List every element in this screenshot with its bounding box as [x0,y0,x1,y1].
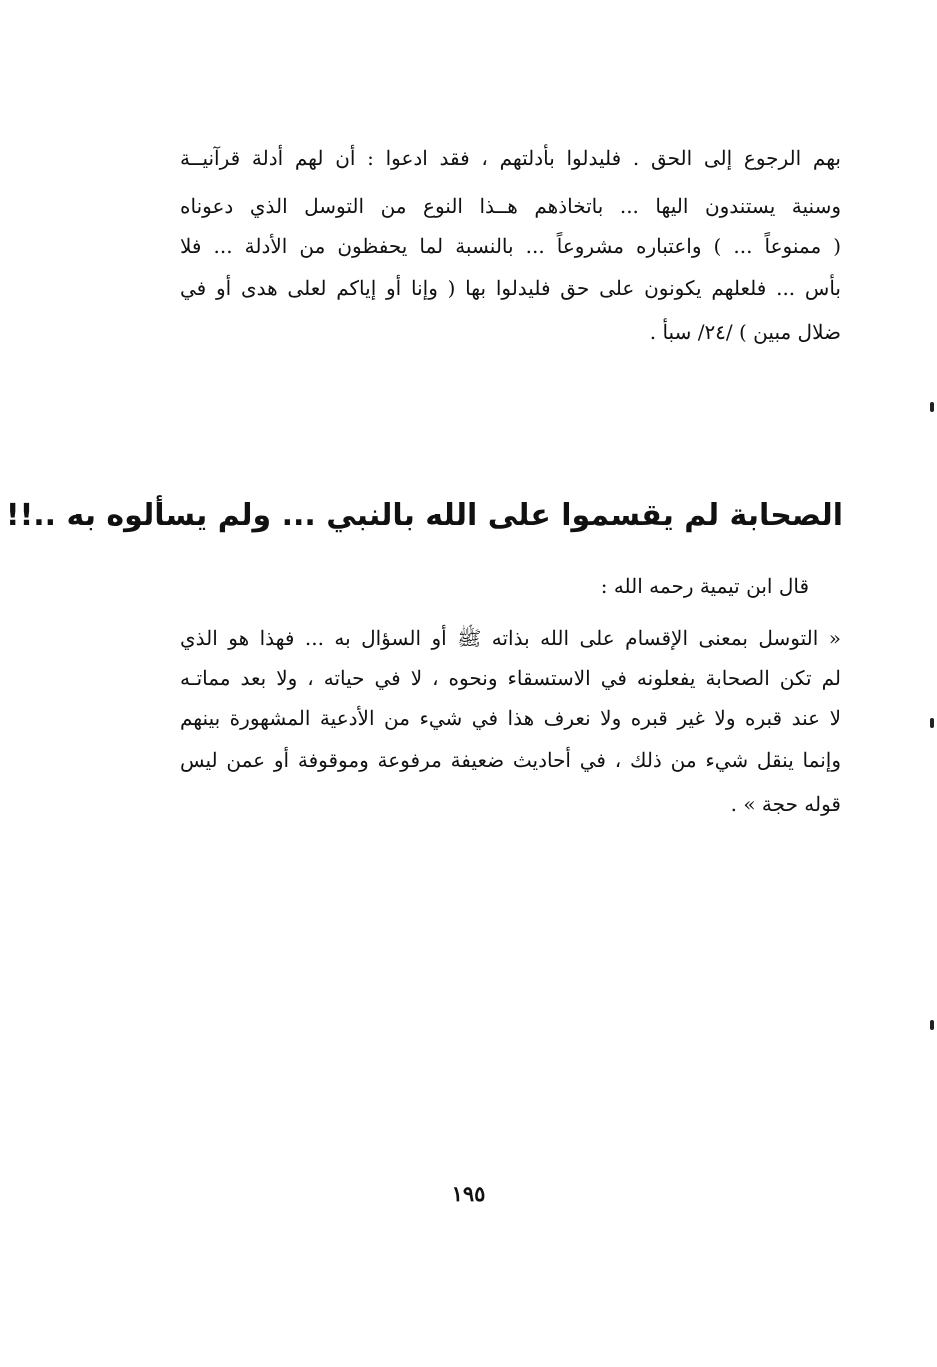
quote-line: لا عند قبره ولا غير قبره ولا نعرف هذا في شيء من الأدعية المشهورة بينهم [180,706,841,730]
paragraph-line: ضلال مبين ) /٢٤/ سبأ . [649,320,841,344]
quote-line: « التوسل بمعنى الإقسام على الله بذاته ﷺ أو السؤال به ... فهذا هو الذي [180,626,841,650]
quote-line: لم تكن الصحابة يفعلونه في الاستسقاء ونحوه ، لا في حياته ، ولا بعد مماتـه [180,666,841,690]
margin-mark [930,1020,934,1030]
paragraph-line: وسنية يستندون اليها ... باتخاذهم هــذا النوع من التوسل الذي دعوناه [180,194,841,218]
paragraph-line: ( ممنوعاً ... ) واعتباره مشروعاً ... بالنسبة لما يحفظون من الأدلة ... فلا [180,234,841,258]
margin-mark [930,402,934,412]
margin-mark [930,718,934,728]
section-heading: الصحابة لم يقسموا على الله بالنبي ... ولم يسألوه به ..!! [5,498,843,533]
paragraph-line: بهم الرجوع إلى الحق . فليدلوا بأدلتهم ، فقد ادعوا : أن لهم أدلة قرآنيــة [180,146,841,170]
paragraph-line: بأس ... فلعلهم يكونون على حق فليدلوا بها ( وإنا أو إياكم لعلى هدى أو في [180,276,841,300]
quote-line: وإنما ينقل شيء من ذلك ، في أحاديث ضعيفة مرفوعة وموقوفة أو عمن ليس [180,748,841,772]
quote-intro: قال ابن تيمية رحمه الله : [600,574,809,598]
quote-line: قوله حجة » . [730,792,841,816]
page-number: ١٩٥ [451,1181,486,1206]
